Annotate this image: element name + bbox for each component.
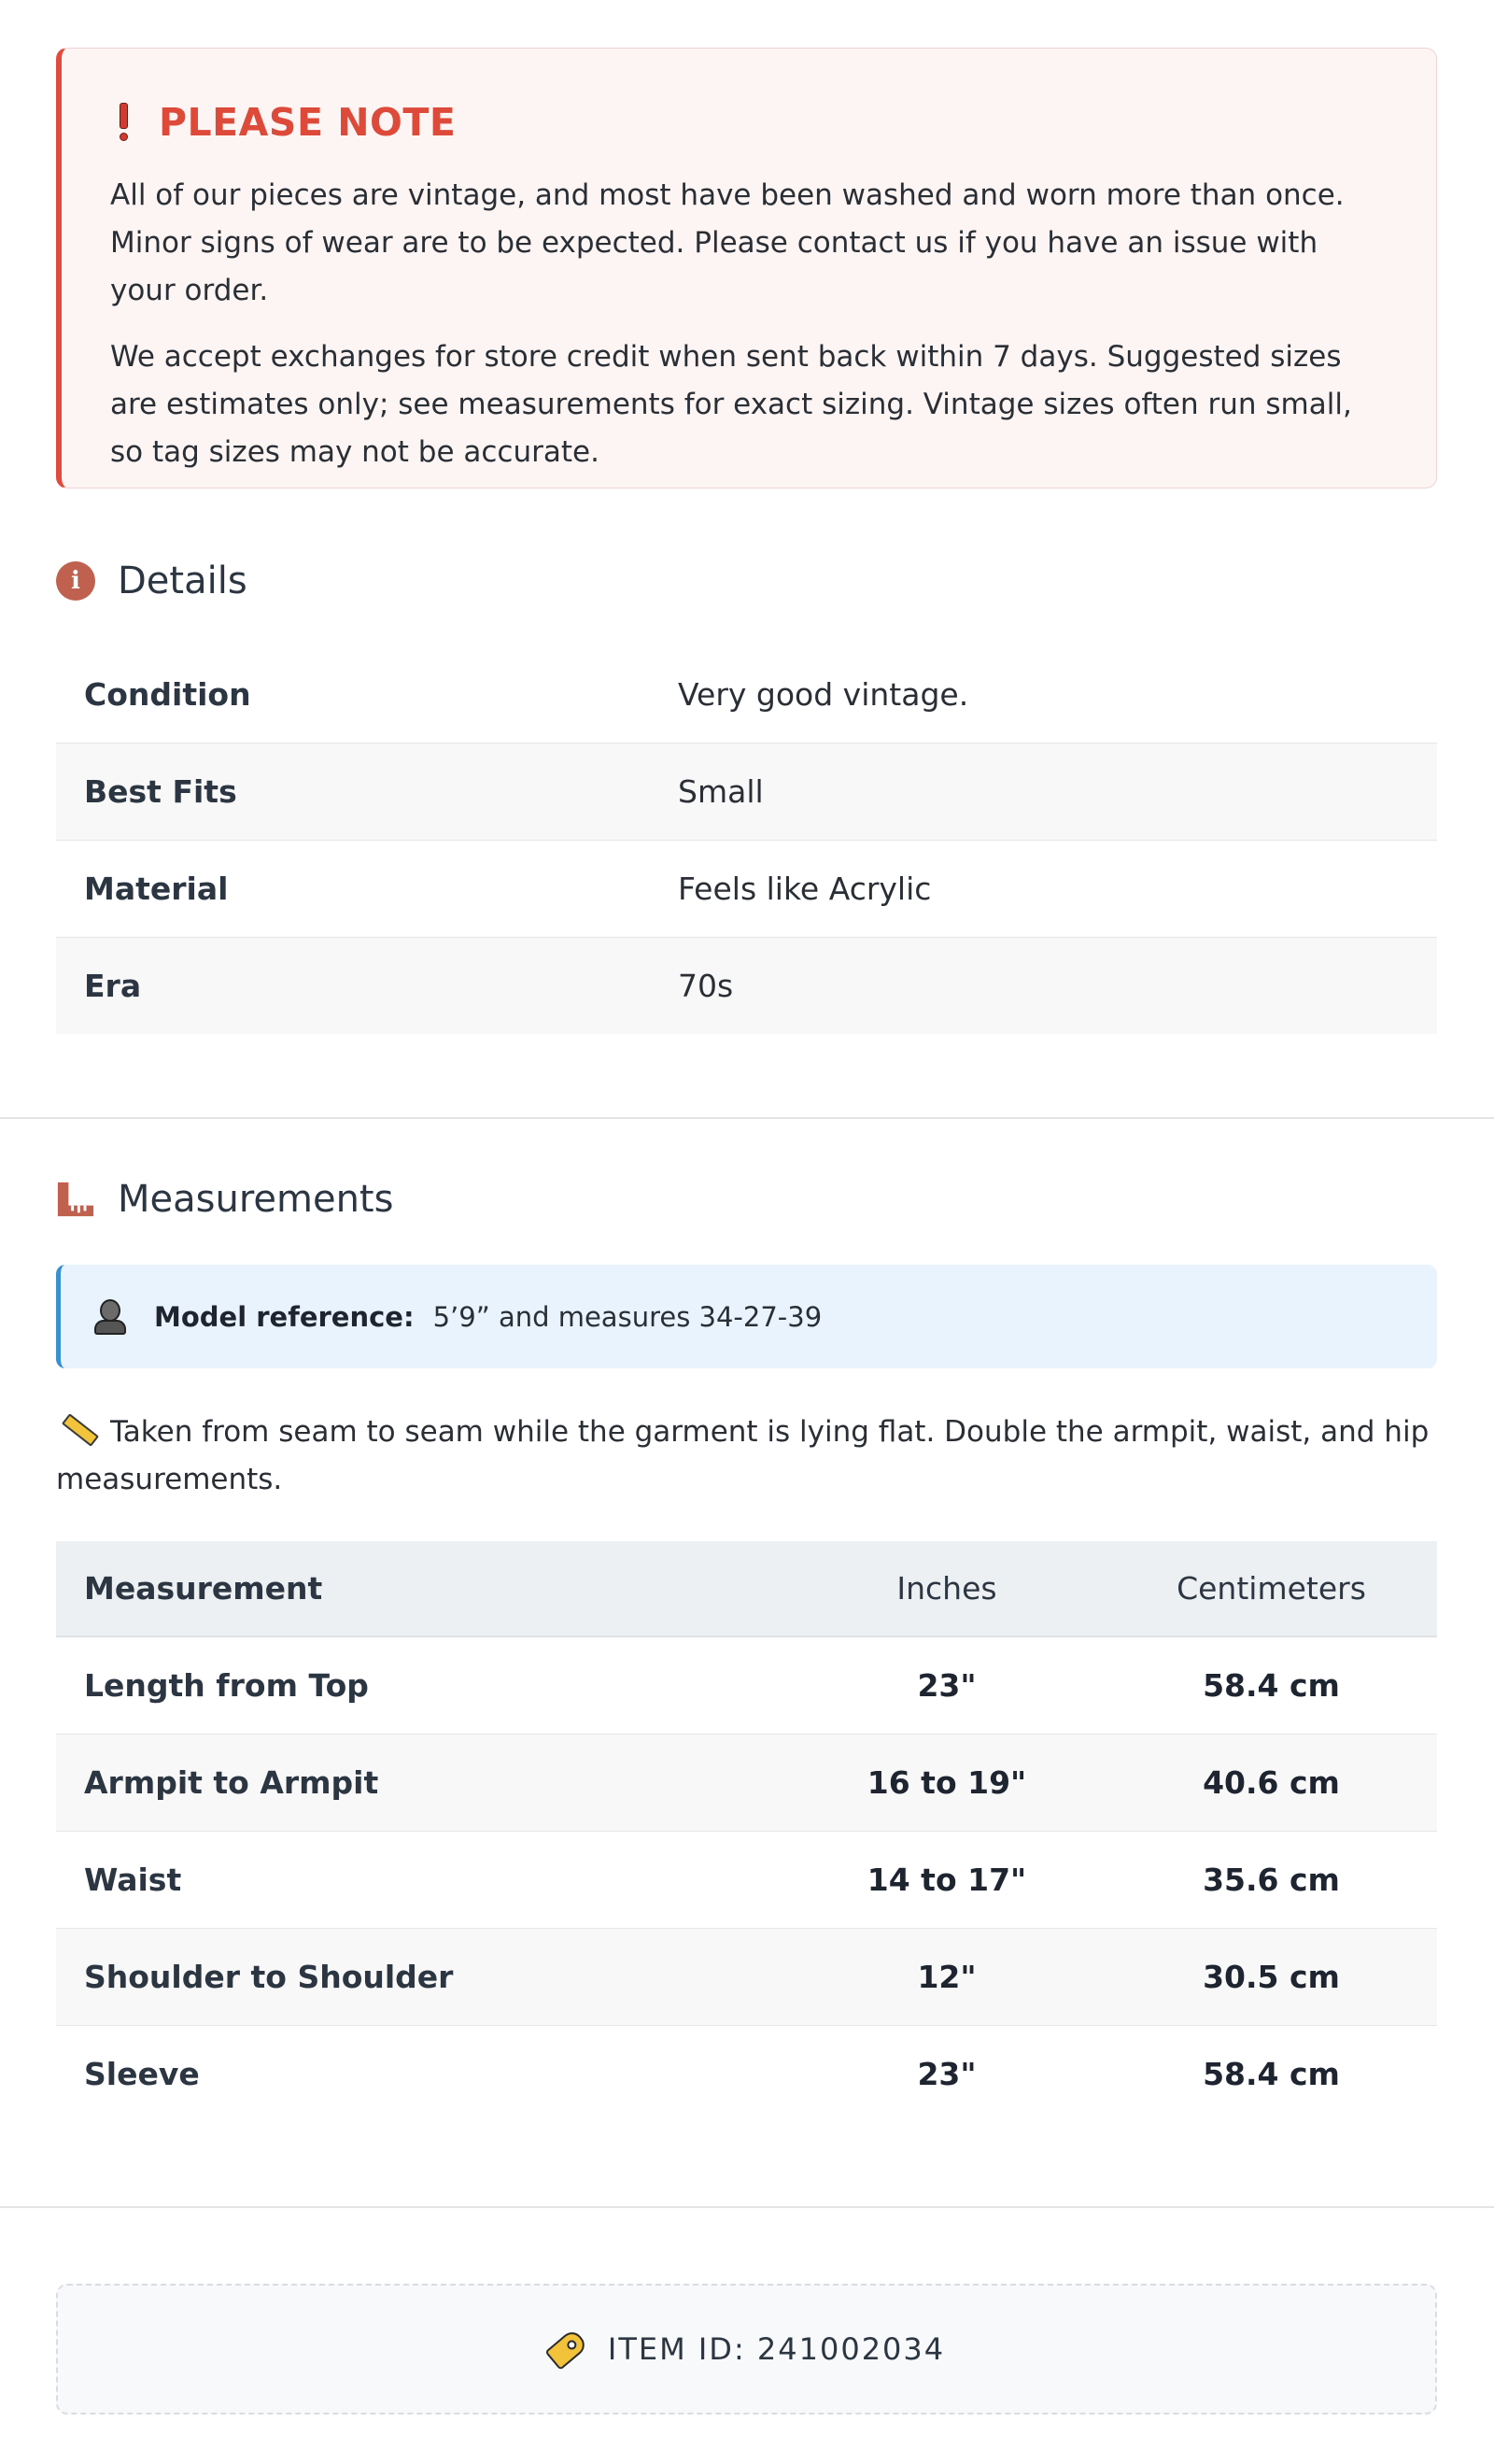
ruler-icon — [56, 1180, 95, 1219]
divider — [0, 2206, 1494, 2208]
exclamation-icon — [116, 103, 131, 142]
table-row — [56, 1637, 1437, 1735]
measurement-cm: 58.4 cm — [1203, 2056, 1340, 2092]
table-row — [56, 1832, 1437, 1929]
measurements-title: Measurements — [118, 1178, 394, 1221]
measurement-name: Sleeve — [84, 2056, 200, 2092]
table-row — [56, 646, 1437, 743]
model-reference-value: 5’9” and measures 34-27-39 — [432, 1300, 823, 1333]
measurement-name: Length from Top — [84, 1667, 369, 1704]
table-row — [56, 841, 1437, 938]
note-paragraph-1: All of our pieces are vintage, and most have been washed and worn more than once. Minor signs of wear are to be expected. Please contact us if you have an issue with your order. — [110, 178, 1345, 307]
table-header — [56, 1541, 1437, 1637]
model-reference-label: Model reference: — [154, 1300, 415, 1333]
table-row — [56, 743, 1437, 841]
measurement-cm: 30.5 cm — [1203, 1959, 1340, 1995]
measurement-name: Armpit to Armpit — [84, 1764, 379, 1801]
measurement-cm: 58.4 cm — [1203, 1667, 1340, 1704]
note-title — [110, 99, 1388, 146]
please-note-box — [56, 48, 1437, 489]
item-id-text: ITEM ID: 241002034 — [607, 2331, 946, 2367]
straight-ruler-icon — [62, 1413, 99, 1447]
measurement-inches: 23" — [917, 2056, 977, 2092]
measurement-inches: 14 to 17" — [867, 1862, 1027, 1898]
column-header: Centimeters — [1177, 1570, 1366, 1607]
detail-label: Era — [84, 968, 142, 1004]
model-reference — [56, 1265, 1437, 1368]
detail-label: Condition — [84, 676, 251, 713]
measurement-name: Waist — [84, 1862, 182, 1898]
detail-label: Best Fits — [84, 773, 237, 810]
measurement-cm: 35.6 cm — [1203, 1862, 1340, 1898]
column-header: Inches — [896, 1570, 997, 1607]
person-icon — [94, 1299, 126, 1335]
detail-value: Small — [678, 773, 764, 810]
item-id-box — [56, 2284, 1437, 2414]
measurement-tip — [56, 1409, 1437, 1504]
measurement-name: Shoulder to Shoulder — [84, 1959, 454, 1995]
measurements-table — [56, 1541, 1437, 2122]
table-row — [56, 1735, 1437, 1832]
detail-value: Feels like Acrylic — [678, 871, 932, 907]
column-header: Measurement — [84, 1570, 323, 1607]
measurements-header — [56, 1171, 1437, 1227]
detail-value: Very good vintage. — [678, 676, 969, 713]
note-title-text: PLEASE NOTE — [159, 100, 457, 145]
measurement-cm: 40.6 cm — [1203, 1764, 1340, 1801]
table-row — [56, 938, 1437, 1034]
note-paragraph-2: We accept exchanges for store credit when sent back within 7 days. Suggested sizes are estimates only; see measurements for exact sizing. Vintage sizes often run small, so tag sizes may not be accurate. — [110, 340, 1352, 469]
detail-label: Material — [84, 871, 229, 907]
table-row — [56, 2026, 1437, 2122]
divider — [0, 1117, 1494, 1119]
detail-value: 70s — [678, 968, 734, 1004]
info-icon: i — [56, 561, 95, 601]
details-header — [56, 553, 1437, 609]
measurement-inches: 12" — [917, 1959, 977, 1995]
measurement-inches: 16 to 19" — [867, 1764, 1027, 1801]
measurement-tip-text: Taken from seam to seam while the garment is lying flat. Double the armpit, waist, and hip measurements. — [56, 1415, 1430, 1496]
details-table — [56, 646, 1437, 1034]
measurement-inches: 23" — [917, 1667, 977, 1704]
tag-icon — [544, 2328, 588, 2371]
table-row — [56, 1929, 1437, 2026]
details-title: Details — [118, 559, 247, 602]
